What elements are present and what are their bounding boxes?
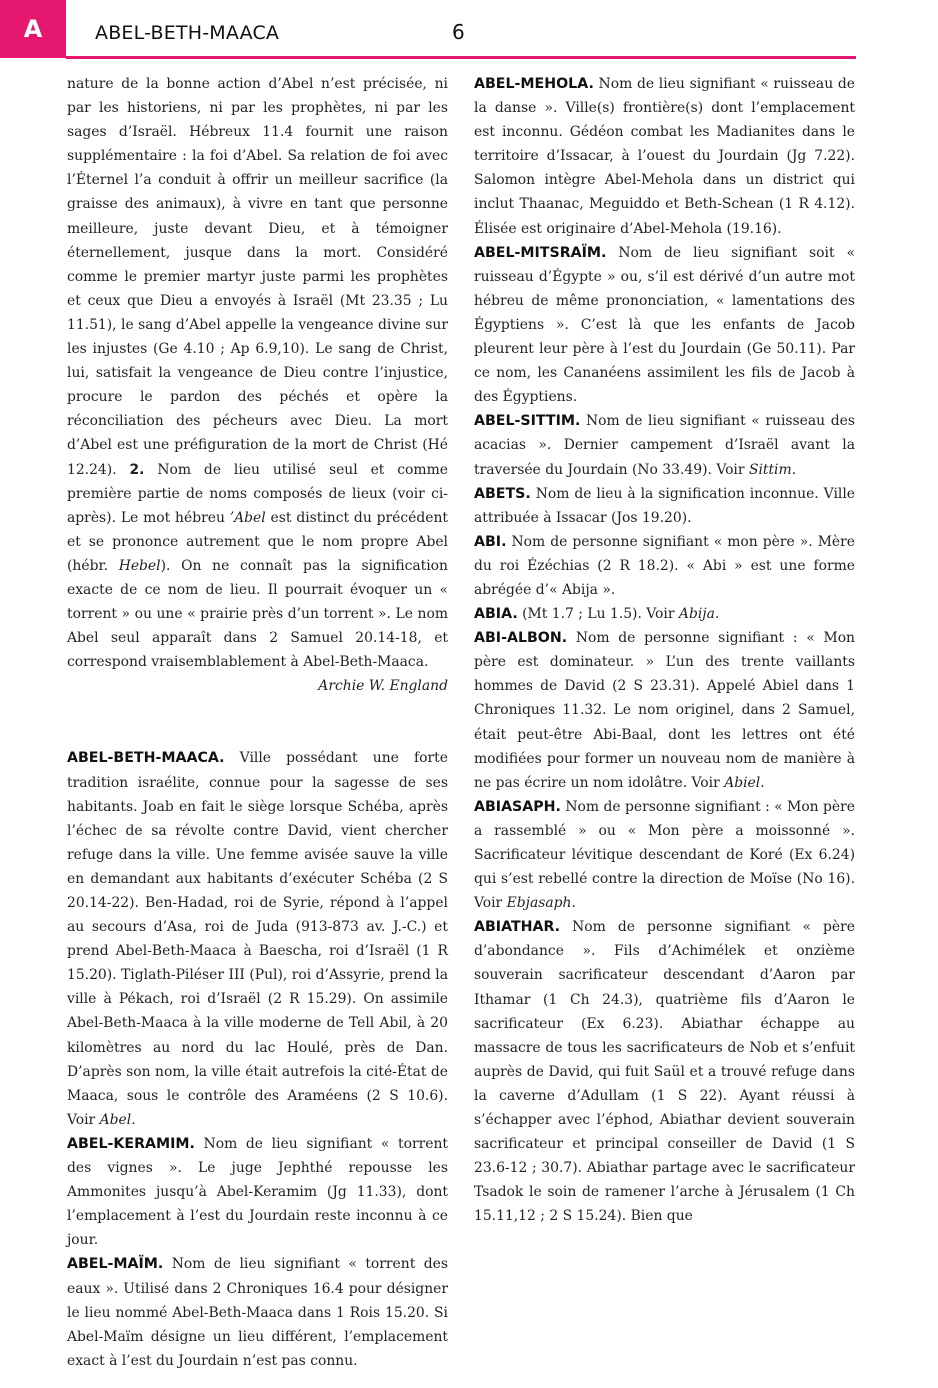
dictionary-entry: [474, 409, 855, 481]
entry-text: Nom de personne signifiant : « Mon père est dominateur. » L’un des trente vaillants hommes de David (2 S 23.31). Appelé Abiel dans 1 Chroniques 11.32. Le nom originel, dans 2 Samuel, était peut-être Abi-Baal, dont les lettres ont été modifiées pour former un nouveau nom de manière à ne pas écrire un nom idolâtre. Voir: [474, 630, 855, 791]
dictionary-entry: [67, 1252, 448, 1372]
headword: ABIATHAR.: [474, 919, 561, 936]
dictionary-entry: [474, 72, 855, 241]
spacer: [67, 722, 448, 746]
author-signature: Archie W. England: [318, 678, 448, 695]
hebrew-term: ’Abel: [229, 509, 266, 526]
dictionary-entry: [474, 482, 855, 530]
entry-text: Nom de lieu signifiant « ruisseau de la danse ». Ville(s) frontière(s) dont l’emplacement est inconnu. Gédéon combat les Madianites dans le territoire d’Issacar, à l’ouest du Jourdain (Jg 7.22). Salomon intègre Abel-Mehola dans un district qui inclut Thaanac, Meguiddo et Beth-Schean (1 R 4.12). Élisée est originaire d’Abel-Mehola (19.16).: [474, 76, 855, 237]
dictionary-entry: [474, 530, 855, 602]
entry-text: Nom de personne signifiant : « Mon père a rassemblé » ou « Mon père a moissonné ». Sacrificateur lévitique descendant de Koré (Ex 6.24) qui s’est rebellé contre la direction de Moïse (No 16). Voir: [474, 798, 856, 912]
headword: ABEL-MEHOLA.: [474, 76, 594, 92]
headword: ABEL-SITTIM.: [474, 413, 581, 430]
text-run: est distinct du précédent et se prononce autrement que le nom propre Abel (hébr.: [67, 509, 448, 574]
cross-reference-link[interactable]: Abiel: [724, 774, 761, 791]
headword: ABETS.: [474, 485, 531, 502]
dictionary-entry: [67, 746, 448, 1132]
section-letter: A: [23, 15, 43, 43]
entry-text: Nom de lieu signifiant « ruisseau des acacias ». Dernier campement d’Israël avant la traversée du Jourdain (No 33.49). Voir: [474, 413, 855, 478]
entry-text: Nom de personne signifiant « mon père ». Mère du roi Ézéchias (2 R 18.2). « Abi » est une forme abrégée d’« Abija ».: [474, 533, 855, 598]
sense-number: 2.: [129, 461, 145, 478]
dictionary-entry: [67, 1132, 448, 1252]
headword: ABI-ALBON.: [474, 630, 568, 647]
dictionary-entry: [474, 241, 855, 410]
cross-reference-link[interactable]: Abija: [678, 606, 715, 623]
entry-text: Nom de lieu signifiant « torrent des eaux ». Utilisé dans 2 Chroniques 16.4 pour désigner le lieu nommé Abel-Beth-Maaca dans 1 Rois 15.20. Si Abel-Maïm désigne un lieu différent, l’emplacement exact à l’est du Jourdain n’est pas connu.: [67, 1256, 448, 1369]
entry-end: .: [791, 461, 797, 478]
continued-entry-text: [67, 72, 448, 674]
entry-text: Nom de lieu à la signification inconnue. Ville attribuée à Issacar (Jos 19.20).: [474, 485, 855, 526]
entry-end: .: [131, 1111, 136, 1128]
text-run: nature de la bonne action d’Abel n’est précisée, ni par les historiens, ni par les prophètes, ni par les sages d’Israël. Hébreux 11.4 fournit une raison supplémentaire : la foi d’Abel. Sa relation de foi avec l’Éternel l’a conduit à offrir un meilleur sacrifice (la graisse des animaux), à vivre en tant que personne meilleure, juste devant Dieu, et à témoigner éternellement, jusque dans la mort. Considéré comme le premier martyr juste parmi les prophètes et ceux que Dieu a envoyés à Israël (Mt 23.35 ; Lu 11.51), le sang d’Abel appelle la vengeance divine sur les injustes (Ge 4.10 ; Ap 6.9,10). Le sang de Christ, lui, satisfait la vengeance de Dieu contre l’injustice, procure le pardon des péchés et opère la réconciliation des pécheurs avec Dieu. La mort d’Abel est une préfiguration de la mort de Christ (Hé 12.24).: [67, 76, 448, 478]
entry-end: .: [760, 774, 765, 791]
left-column: [67, 72, 448, 1373]
cross-reference-link[interactable]: Abel: [99, 1111, 132, 1128]
text-run: ). On ne connaît pas la signification exacte de ce nom de lieu. Il pourrait évoquer un « torrent » ou une « prairie près d’un torrent ». Le nom Abel seul apparaît dans 2 Samuel 20.14-18, et correspond vraisemblablement à Abel-Beth-Maaca.: [67, 557, 448, 671]
section-letter-tab: [0, 0, 66, 58]
entry-text: Nom de lieu signifiant soit « ruisseau d’Égypte » ou, s’il est dérivé d’un autre mot hébreu de même prononciation, « lamentations des Égyptiens ». C’est là que les enfants de Jacob pleurent leur père à l’est du Jourdain (Ge 50.11). Par ce nom, les Cananéens assimilent les fils de Jacob à des Égyptiens.: [474, 244, 855, 406]
cross-reference-link[interactable]: Sittim: [748, 461, 792, 478]
headword: ABEL-KERAMIM.: [67, 1135, 195, 1152]
cross-reference-link[interactable]: Ebjasaph: [506, 895, 572, 912]
entry-text: Nom de personne signifiant « père d’abondance ». Fils d’Achimélek et onzième souverain sacrificateur descendant d’Aaron par Ithamar (1 Ch 24.3), quatrième fils d’Aaron le sacrificateur (Ex 6.23). Abiathar échappe au massacre de tous les sacrificateurs de Nob et s’enfuit auprès de David, qui fuit Saül et a trouvé refuge dans la caverne d’Adullam (1 S 22). Ayant réussi à s’échapper avec l’éphod, Abiathar devient souverain sacrificateur et principal conseiller de David (1 S 23.6-12 ; 30.7). Abiathar partage avec le sacrificateur Tsadok le soin de ramener l’arche à Jérusalem (1 Ch 15.11,12 ; 2 S 15.24). Bien que: [474, 919, 855, 1225]
running-head: ABEL-BETH-MAACA: [95, 22, 280, 44]
entry-end: .: [571, 895, 576, 912]
headword: ABI.: [474, 533, 507, 550]
entry-end: .: [714, 606, 720, 623]
right-column: [474, 72, 855, 1229]
entry-text: Nom de lieu signifiant « torrent des vignes ». Le juge Jephthé repousse les Ammonites jusqu’à Abel-Keramim (Jg 11.33), dont l’emplacement à l’est du Jourdain reste inconnu à ce jour.: [67, 1135, 448, 1249]
text-run: Nom de lieu utilisé seul et comme première partie de noms composés de lieux (voir ci-après). Le mot hébreu: [67, 461, 448, 526]
headword: ABEL-BETH-MAACA.: [67, 750, 225, 767]
headword: ABIASAPH.: [474, 798, 561, 815]
headword: ABEL-MITSRAÏM.: [474, 244, 607, 261]
hebrew-term: Hebel: [118, 557, 161, 574]
dictionary-entry: [474, 602, 855, 626]
page-number: 6: [452, 20, 465, 44]
entry-text: (Mt 1.7 ; Lu 1.5). Voir: [517, 606, 679, 623]
headword: ABIA.: [474, 606, 518, 623]
dictionary-entry: [474, 915, 855, 1228]
headword: ABEL-MAÏM.: [67, 1256, 164, 1273]
header-rule: [66, 56, 856, 59]
dictionary-entry: [474, 795, 855, 915]
dictionary-entry: [474, 626, 855, 795]
entry-text: Ville possédant une forte tradition israélite, connue pour la sagesse de ses habitants. Joab en fait le siège lorsque Schéba, après l’échec de sa révolte contre David, vient chercher refuge dans la ville. Une femme avisée sauve la ville en demandant aux habitants d’exécuter Schéba (2 S 20.14-22). Ben-Hadad, roi de Syrie, répond à l’appel au secours d’Asa, roi de Juda (913-873 av. J.-C.) et prend Abel-Beth-Maaca à Baescha, roi d’Israël (1 R 15.20). Tiglath-Piléser III (Pul), roi d’Assyrie, prend la ville à Pékach, roi d’Israël (2 R 15.29). On assimile Abel-Beth-Maaca à la ville moderne de Tell Abil, à 20 kilomètres au nord du lac Houlé, près de Dan. D’après son nom, la ville était autrefois la cité-État de Maaca, sous le contrôle des Araméens (2 S 10.6). Voir: [67, 750, 448, 1128]
